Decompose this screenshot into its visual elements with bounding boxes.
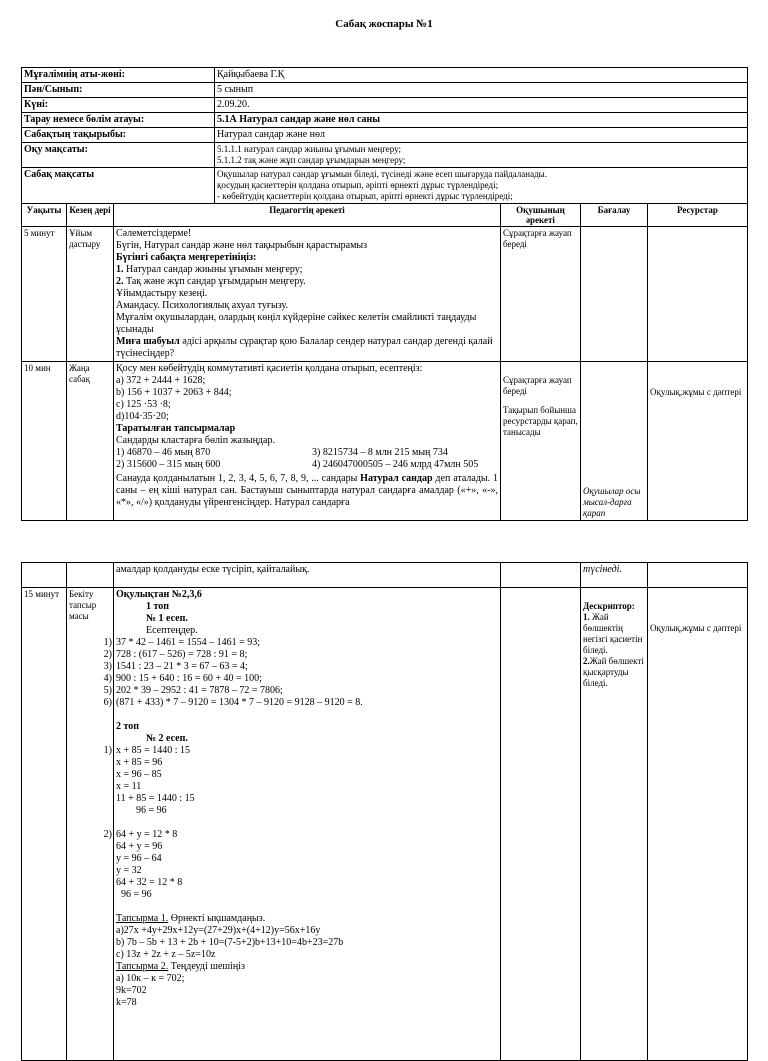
calc-item: 37 * 42 – 1461 = 1554 – 1461 = 93; (116, 637, 261, 648)
list-number: 2) (103, 829, 112, 840)
goal-line: қосудың қасиеттерін қолдана отырып, әріпті өрнекті дұрыс түрлендіреді; (217, 180, 499, 190)
objective-item: 5.1.1.2 тақ және жұп сандар ұғымдарын меңгеру; (217, 155, 406, 165)
lesson-row-consolidation (22, 588, 748, 1061)
text-line: Есептеңдер. (146, 625, 198, 636)
text-line: Бүгінгі сабақта меңгеретініңіз: (116, 252, 257, 263)
task-line: a)27x +4y+29x+12y=(27+29)x+(4+12)y=56x+16y (116, 925, 321, 936)
teacher-label: Мұғалімнің аты-жөні: (22, 68, 215, 83)
term-natural-numbers: Натурал сандар (360, 473, 433, 484)
row-time: 5 минут (22, 227, 67, 362)
list-number: 1) (103, 637, 112, 648)
row-resources (648, 588, 748, 1061)
row-teacher-action (114, 227, 501, 362)
topic-value: Натурал сандар және нөл (215, 128, 748, 143)
row-time (22, 563, 67, 588)
date-label: Күні: (22, 98, 215, 113)
text-line: әдісі арқылы сұрақтар қою Балалар сендер натурал сандар дегенді қалай түсінесіңдер? (116, 336, 493, 359)
calc-item: 900 : 15 + 640 : 16 = 60 + 40 = 100; (116, 673, 262, 684)
col-stage: Кезең дері (67, 204, 114, 227)
text-line: Тақ және жұп сандар ұғымдарын меңгеру. (126, 276, 306, 287)
lesson-plan-table (21, 203, 748, 521)
row-teacher-action (103, 588, 501, 1061)
equation-line: 96 = 96 (116, 805, 167, 816)
row-time: 10 мин (22, 362, 67, 521)
group-title: 1 топ (146, 601, 170, 612)
descriptor-1 (583, 612, 645, 656)
task-2-title: Тапсырма 2. (116, 961, 169, 972)
descriptor-text: Жай бөлшекті қысқартуды біледі. (583, 656, 644, 688)
descriptor-2 (583, 656, 645, 689)
row-student-action (501, 362, 581, 521)
pair-item: 1) 46870 – 46 мың 870 (116, 447, 211, 458)
row-stage: Ұйым дастыру (67, 227, 114, 362)
pair-item: 3) 8215734 – 8 млн 215 мың 734 (312, 447, 448, 458)
row-assessment (581, 227, 648, 362)
continuation-row (22, 563, 748, 588)
pair-item: 2) 315600 – 315 мың 600 (116, 459, 221, 470)
equation-line: 64 + y = 96 (116, 841, 163, 852)
page-title: Сабақ жоспары №1 (335, 18, 433, 30)
calc-list (20, 637, 498, 709)
equation-line: 11 + 85 = 1440 : 15 (116, 793, 195, 804)
col-student-action: Оқушының әрекеті (501, 204, 581, 227)
equation-line: x = 11 (116, 781, 142, 792)
row-resources (648, 563, 748, 588)
task-line: b) 7b – 5b + 13 + 2b + 10=(7-5+2)b+13+10=4b+23=27b (116, 937, 344, 948)
task-line: a) 10к – к = 702; (116, 973, 185, 984)
calc-item: 1541 : 23 – 21 * 3 = 67 – 63 = 4; (116, 661, 248, 672)
equation-line: 96 = 96 (116, 889, 152, 900)
text-run: Санауда қолданылатын 1, 2, 3, 4, 5, 6, 7, 8, 9, ... сандары (116, 473, 361, 484)
text-line: Сәлеметсіздерме! (116, 228, 192, 239)
list-number: 2. (116, 276, 124, 287)
subject-label: Пән/Сынып: (22, 83, 215, 98)
expression: c) 125 ·53 ·8; (116, 399, 171, 410)
lesson-row-organization (22, 227, 748, 362)
pair-item: 4) 246047000505 – 246 млрд 47млн 505 (312, 459, 479, 470)
text-line: Қосу мен көбейтудің коммутативті қасиетін қолдана отырып, есептеңіз: (116, 363, 423, 374)
equation-line: y = 32 (116, 865, 142, 876)
expression: b) 156 + 1037 + 2063 + 844; (116, 387, 232, 398)
calc-item: (871 + 433) * 7 – 9120 = 1304 * 7 – 9120 = 9128 – 9120 = 8. (116, 697, 363, 708)
objectives-label: Оқу мақсаты: (22, 143, 215, 168)
teacher-value: Қайқыбаева Г.Қ (215, 68, 748, 83)
list-number: 1) (103, 745, 112, 756)
page-1-clip (0, 0, 768, 522)
problem-title: № 2 есеп. (146, 733, 188, 744)
row-assessment: түсінеді. (581, 563, 648, 588)
goal-line: - көбейтудің қасиеттерін қолдана отырып, әріпті өрнекті дұрыс түрлендіреді; (217, 191, 513, 201)
list-number: 1. (583, 612, 590, 622)
student-text: Тақырып бойынша ресурстарды қарап, танысады (503, 405, 578, 437)
task-title: Таратылған тапсырмалар (116, 423, 236, 434)
task-1-text: Өрнекті ықшамдаңыз. (168, 913, 266, 924)
equation-line: 64 + y = 12 * 8 (116, 829, 178, 840)
equation-line: y = 96 – 64 (116, 853, 162, 864)
resource-text: Оқулық,жұмы с дәптері (650, 387, 742, 397)
text-line: Мұғалім оқушылардан, олардың көңіл күйдеріне сәйкес келетін смайликті таңдауды ұсынады (116, 312, 477, 335)
text-run: деп аталады. 1 саны – ең кіші натурал сан. Бастауыш сыныптарда натурал сандарға амалдар («+», «-», «*», «/») қолданyды үйренгенсіңдер. Натурал сандарға (116, 473, 498, 508)
col-resources: Ресурстар (648, 204, 748, 227)
row-resources (648, 362, 748, 521)
lesson-plan-table-continued (21, 562, 748, 1061)
task-line: 9k=702 (116, 985, 147, 996)
expression: a) 372 + 2444 + 1628; (116, 375, 206, 386)
text-line: Бүгін, Натурал сандар және нөл тақырыбын қарастырамыз (116, 240, 368, 251)
column-header-row (22, 204, 748, 227)
subject-value: 5 сынып (215, 83, 748, 98)
topic-label: Сабақтың тақырыбы: (22, 128, 215, 143)
calc-item: 202 * 39 – 2952 : 41 = 7878 – 72 = 7806; (116, 685, 283, 696)
text-line: Амандасу. Психологиялық ахуал туғызу. (116, 300, 288, 311)
expression: d)104·35·20; (116, 411, 169, 422)
row-student-action (501, 563, 581, 588)
goals-label: Сабақ мақсаты (22, 168, 215, 204)
textbook-ref: Оқулықтан №2,3,6 (116, 589, 202, 600)
row-student-action (501, 588, 581, 1061)
task-2-text: Теңдеуді шешіңіз (168, 961, 245, 972)
row-time: 15 минут (22, 588, 67, 1061)
row-stage: Бекіту тапсыр масы (67, 588, 114, 1061)
pair-row (116, 447, 498, 459)
equation-line: x = 96 – 85 (116, 769, 162, 780)
list-number: 2) (103, 649, 112, 660)
descriptor-text: Жай бөлшектің негізгі қасиетін біледі. (583, 612, 643, 655)
list-number: 4) (103, 673, 112, 684)
row-assessment (581, 362, 648, 521)
lesson-row-new-lesson (22, 362, 748, 521)
natural-numbers-paragraph (116, 473, 498, 509)
list-number: 3) (103, 661, 112, 672)
pair-row (116, 459, 498, 471)
problem-title: № 1 есеп. (146, 613, 188, 624)
list-number: 6) (103, 697, 112, 708)
col-assessment: Бағалау (581, 204, 648, 227)
list-number: 2. (583, 656, 590, 666)
resource-text: Оқулық,жұмы с дәптері (650, 623, 742, 633)
task-1-title: Тапсырма 1. (116, 913, 169, 924)
section-value: 5.1А Натурал сандар және нөл саны (215, 113, 748, 128)
row-resources (648, 227, 748, 362)
equation-2 (20, 829, 498, 901)
descriptor-title: Дескриптор: (583, 601, 635, 611)
task-line: c) 13z + 2z + z – 5z=10z (116, 949, 216, 960)
text-line: Натурал сандар жиыны ұғымын меңгеру; (126, 264, 303, 275)
equation-line: x + 85 = 96 (116, 757, 163, 768)
group-title: 2 топ (116, 721, 140, 732)
assessment-text: Оқушылар осы мысал-дарға қарап (583, 486, 641, 518)
section-label: Тарау немесе бөлім атауы: (22, 113, 215, 128)
row-stage: Жаңа сабақ (67, 362, 114, 521)
row-stage (67, 563, 114, 588)
method-name: Миға шабуыл (116, 336, 180, 347)
row-teacher-action (114, 362, 501, 521)
row-student-action: Сұрақтарға жауап береді (501, 227, 581, 362)
text-line: Сандарды кластарға бөліп жазыңдар. (116, 435, 275, 446)
list-number: 1. (116, 264, 124, 275)
list-number: 5) (103, 685, 112, 696)
text-line: Ұйымдастыру кезеңі. (116, 288, 208, 299)
equation-1 (20, 745, 498, 817)
calc-item: 728 : (617 – 526) = 728 : 91 = 8; (116, 649, 248, 660)
equation-line: 64 + 32 = 12 * 8 (116, 877, 183, 888)
objective-item: 5.1.1.1 натурал сандар жиыны ұғымын меңгеру; (217, 144, 402, 154)
row-teacher-action: амалдар қолдануды еске түсіріп, қайталайық. (114, 563, 501, 588)
equation-line: x + 85 = 1440 : 15 (116, 745, 191, 756)
col-teacher-action: Педагогтің әрекеті (114, 204, 501, 227)
task-line: k=78 (116, 997, 137, 1008)
student-text: Сұрақтарға жауап береді (503, 375, 572, 396)
date-value: 2.09.20. (215, 98, 748, 113)
row-assessment (581, 588, 648, 1061)
col-time: Уақыты (22, 204, 67, 227)
goal-line: Оқушылар натурал сандар ұғымын біледі, түсінеді және есеп шығаруда пайдаланады. (217, 169, 547, 179)
